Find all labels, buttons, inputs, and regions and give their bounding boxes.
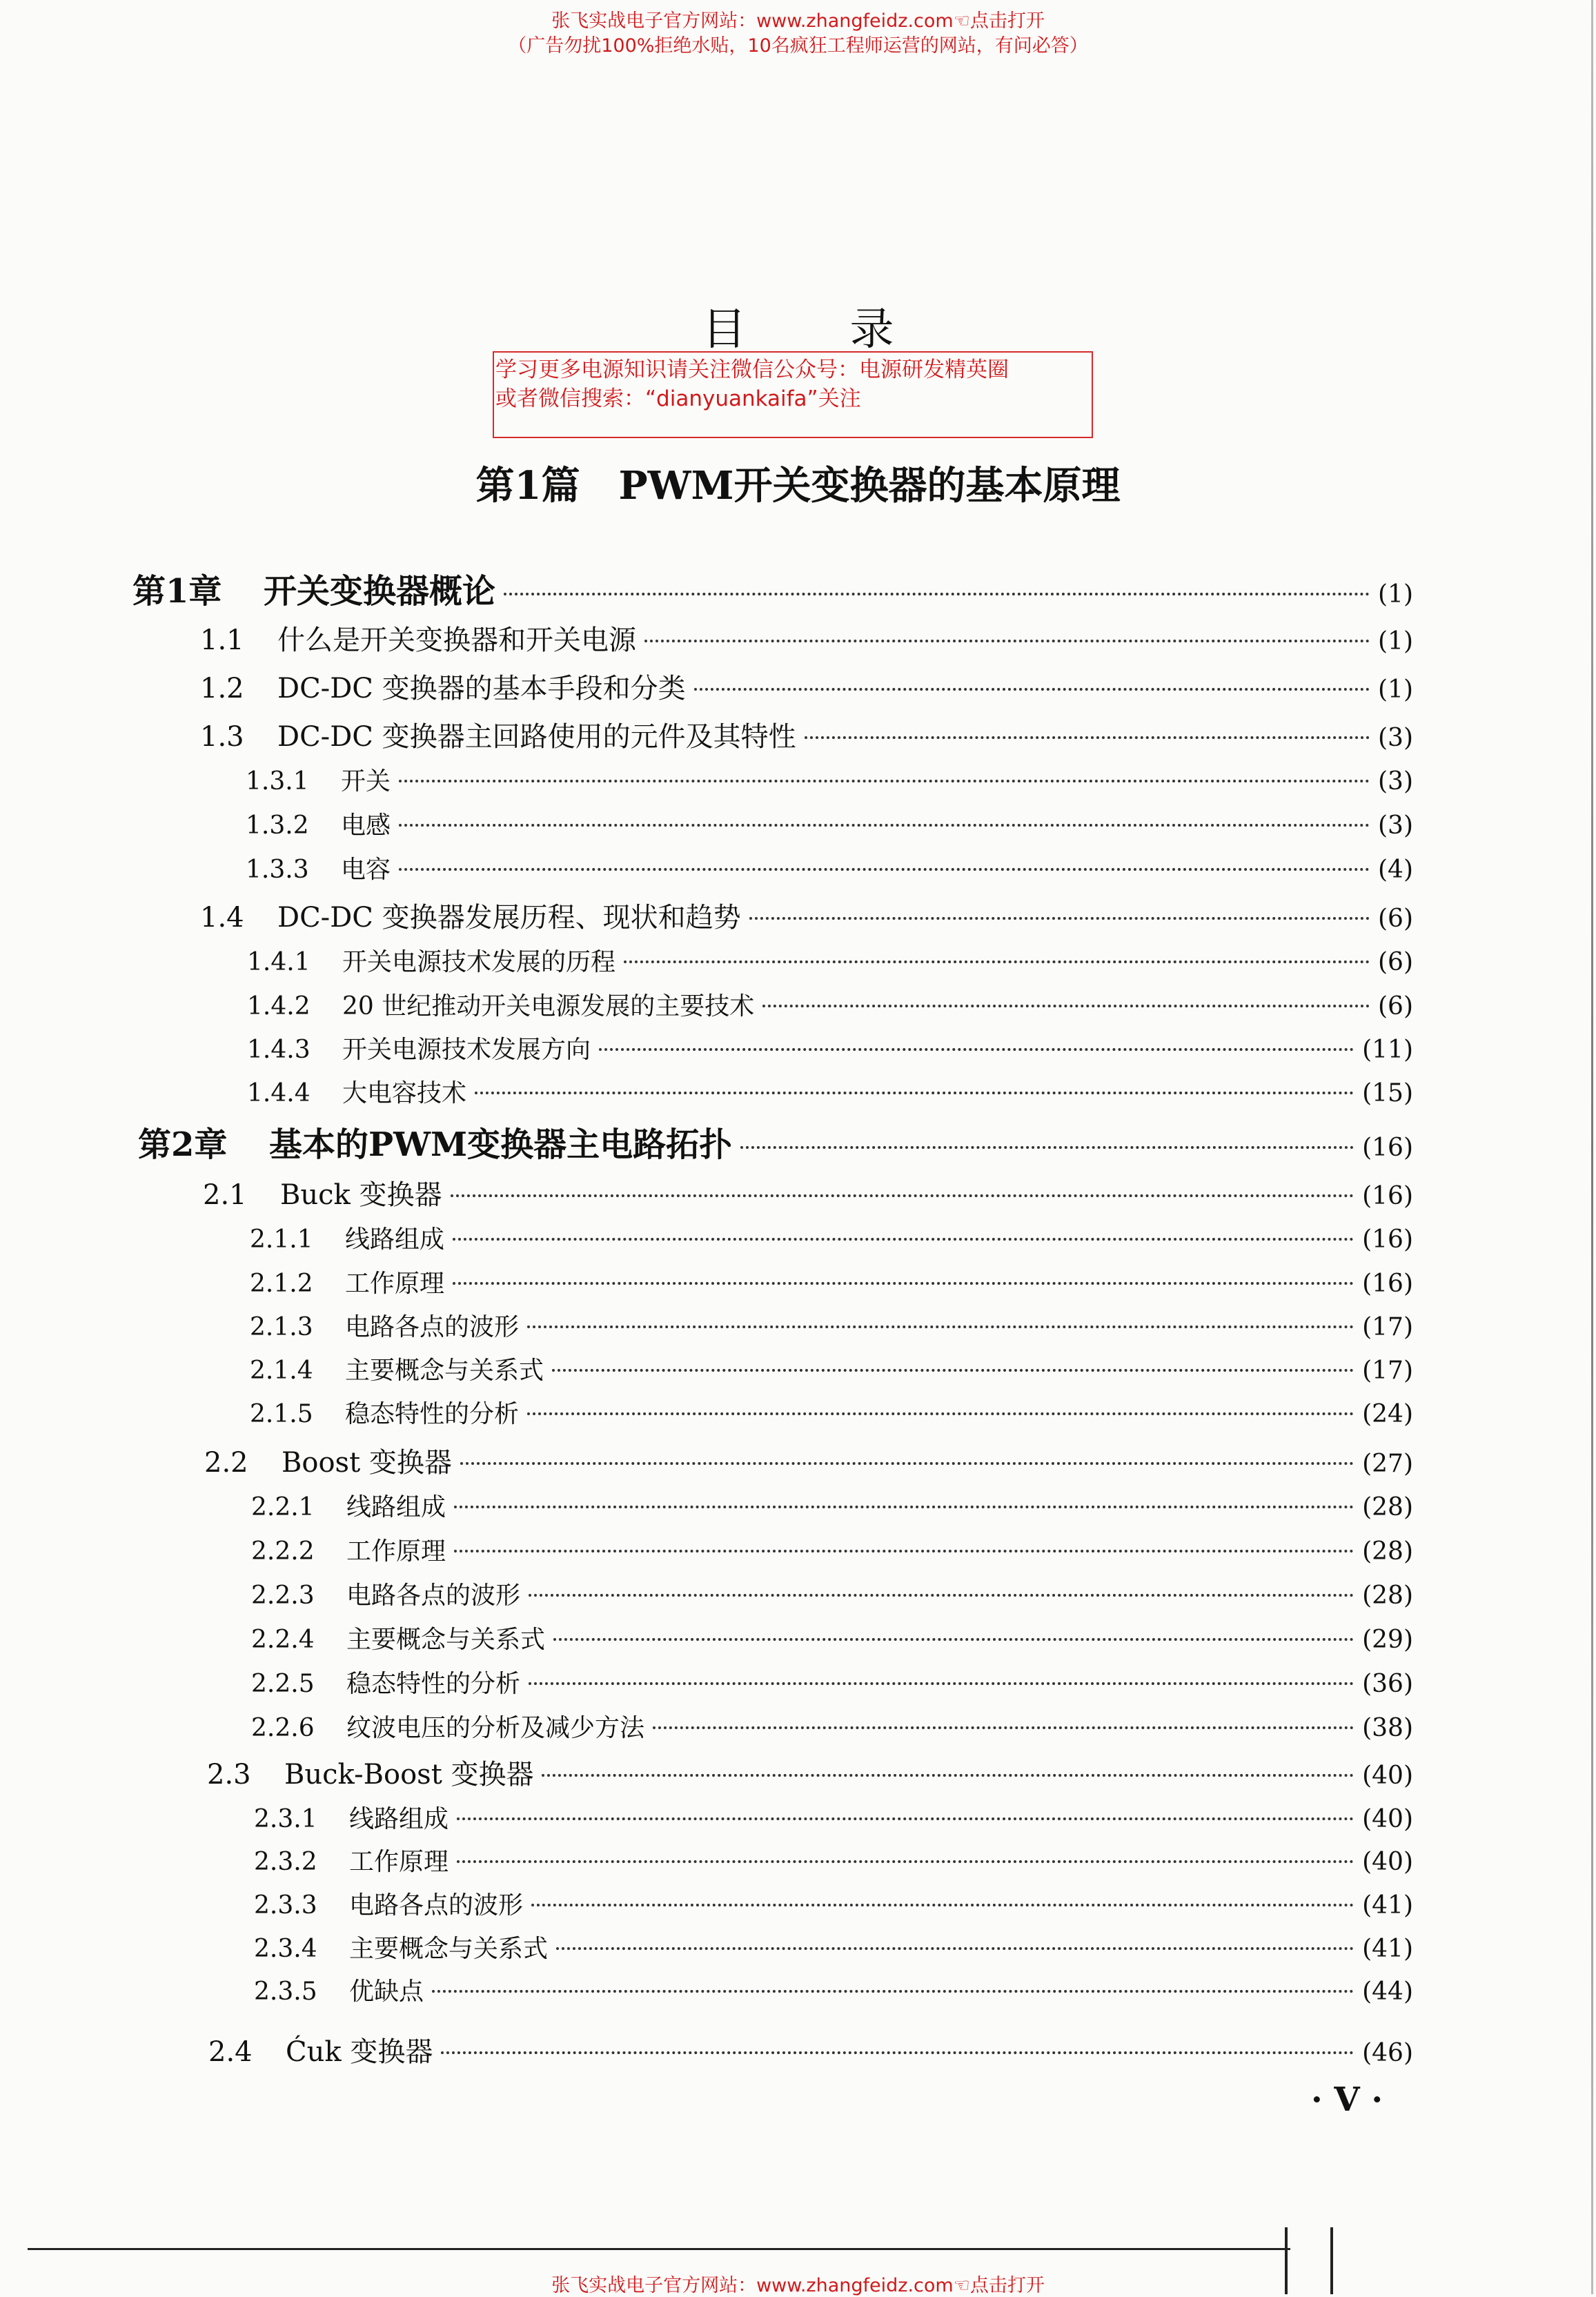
page-folio: · V · [1311, 2080, 1383, 2119]
toc-title: 主要概念与关系式 [345, 1357, 544, 1385]
toc-subsection[interactable] [251, 1532, 1413, 1567]
toc-section[interactable] [204, 1441, 1413, 1480]
toc-leader [740, 1146, 1354, 1149]
toc-subsection[interactable] [251, 1708, 1413, 1744]
toc-title: 主要概念与关系式 [349, 1935, 549, 1963]
toc-leader [529, 1594, 1354, 1597]
toc-num: 2.2.6 [251, 1714, 315, 1742]
toc-leader [451, 1194, 1354, 1197]
toc-title: 开关电源技术发展方向 [342, 1036, 591, 1064]
toc-num: 1.4.2 [247, 992, 311, 1021]
toc-leader [399, 868, 1370, 871]
toc-num: 1.4.3 [247, 1036, 311, 1064]
toc-title: 电路各点的波形 [345, 1313, 520, 1341]
toc-section[interactable] [207, 1753, 1413, 1792]
toc-page: (6) [1378, 948, 1413, 976]
toc-page: (6) [1378, 992, 1413, 1021]
toc-num: 2.2.4 [251, 1626, 315, 1654]
toc-leader [553, 1638, 1354, 1641]
toc-leader [399, 780, 1370, 782]
toc-num: 1.3 [200, 721, 244, 753]
toc-title: 纹波电压的分析及减少方法 [346, 1714, 645, 1742]
toc-subsection[interactable] [251, 1664, 1413, 1699]
toc-subsection[interactable] [251, 1576, 1413, 1611]
toc-page: (38) [1362, 1714, 1413, 1742]
toc-title: 电路各点的波形 [346, 1581, 521, 1610]
toc-page: (28) [1362, 1581, 1413, 1610]
toc-section[interactable] [200, 618, 1413, 658]
toc-num: 2.1 [203, 1179, 247, 1211]
toc-leader [556, 1947, 1354, 1950]
toc-subsection[interactable] [247, 1074, 1413, 1109]
toc-leader [454, 1506, 1354, 1508]
toc-subsection[interactable] [254, 1972, 1413, 2007]
toc-title: 20 世纪推动开关电源发展的主要技术 [342, 992, 755, 1021]
toc-page: (36) [1362, 1670, 1413, 1698]
toc-num: 1.3.2 [246, 811, 309, 840]
toc-num: 2.1.4 [250, 1357, 313, 1385]
watermark-bottom[interactable]: 张飞实战电子官方网站：www.zhangfeidz.com☜点击打开 [551, 2275, 1045, 2296]
toc-title: Boost 变换器 [282, 1447, 452, 1479]
toc-num: 1.4 [200, 902, 244, 934]
toc-num: 2.1.2 [250, 1270, 313, 1298]
toc-page: (1) [1378, 580, 1413, 609]
toc-leader [805, 736, 1370, 739]
toc-leader [749, 917, 1370, 920]
toc-page: (1) [1378, 676, 1413, 704]
toc-title: 开关变换器概论 [264, 572, 496, 611]
toc-num: 2.3 [207, 1759, 251, 1791]
toc-num: 2.2.2 [251, 1537, 315, 1566]
toc-leader [454, 1550, 1354, 1552]
toc-leader [460, 1462, 1354, 1465]
toc-num: 第1章 [132, 572, 222, 611]
toc-page: (29) [1362, 1626, 1413, 1654]
toc-chapter-1[interactable] [132, 564, 1413, 612]
toc-page: (46) [1362, 2039, 1413, 2067]
toc-num: 2.2.5 [251, 1670, 315, 1698]
toc-num: 2.3.2 [254, 1848, 317, 1876]
toc-num: 2.2.1 [251, 1493, 315, 1521]
toc-section[interactable] [200, 896, 1413, 935]
toc-title: 主要概念与关系式 [346, 1626, 546, 1654]
toc-leader [542, 1774, 1354, 1777]
toc-title: Buck 变换器 [280, 1179, 442, 1211]
toc-leader [529, 1682, 1354, 1685]
toc-title: 电感 [341, 811, 391, 840]
toc-page: (40) [1362, 1762, 1413, 1790]
notice-line2: 或者微信搜索：“dianyuankaifa”关注 [495, 386, 861, 411]
toc-leader [504, 593, 1370, 595]
toc-leader [527, 1325, 1354, 1328]
scan-edge [1591, 0, 1593, 2294]
toc-title: Buck-Boost 变换器 [284, 1759, 534, 1791]
toc-num: 1.2 [200, 673, 244, 704]
toc-num: 2.1.1 [250, 1225, 313, 1254]
toc-title: 线路组成 [345, 1225, 445, 1254]
toc-leader [694, 688, 1370, 691]
toc-page: (3) [1378, 767, 1413, 796]
toc-subsection[interactable] [247, 943, 1413, 978]
toc-num: 2.2.3 [251, 1581, 315, 1610]
toc-page: (28) [1362, 1493, 1413, 1521]
toc-subsection[interactable] [254, 1929, 1413, 1964]
toc-page: (27) [1362, 1450, 1413, 1478]
toc-title: 什么是开关变换器和开关电源 [277, 624, 636, 656]
toc-section[interactable] [203, 1173, 1413, 1212]
notice-line1: 学习更多电源知识请关注微信公众号：电源研发精英圈 [495, 357, 1009, 382]
watermark-top-line2: （广告勿扰100%拒绝水贴，10名疯狂工程师运营的网站，有问必答） [508, 35, 1088, 57]
toc-title: 开关 [341, 767, 391, 796]
toc-leader [453, 1282, 1354, 1285]
toc-num: 1.4.4 [247, 1079, 311, 1107]
toc-page: (28) [1362, 1537, 1413, 1566]
toc-leader [441, 2051, 1354, 2054]
toc-subsection[interactable] [246, 806, 1413, 841]
toc-chapter-2[interactable] [138, 1118, 1413, 1165]
toc-page: (40) [1362, 1805, 1413, 1833]
bottom-rule [28, 2248, 1290, 2250]
toc-subsection[interactable] [246, 850, 1413, 885]
toc-title: 电路各点的波形 [349, 1891, 524, 1920]
toc-section[interactable] [200, 715, 1413, 754]
toc-subsection[interactable] [254, 1800, 1413, 1835]
watermark-top-line1[interactable]: 张飞实战电子官方网站：www.zhangfeidz.com☜点击打开 [551, 10, 1045, 32]
toc-page: (17) [1362, 1313, 1413, 1341]
toc-page: (44) [1362, 1978, 1413, 2006]
toc-subsection[interactable] [250, 1308, 1413, 1343]
toc-page: (16) [1362, 1270, 1413, 1298]
toc-title: Ćuk 变换器 [286, 2036, 433, 2068]
toc-page: (3) [1378, 724, 1413, 752]
toc-page: (3) [1378, 811, 1413, 840]
toc-page: (41) [1362, 1891, 1413, 1920]
toc-num: 2.3.3 [254, 1891, 317, 1920]
toc-page: (16) [1362, 1134, 1413, 1162]
toc-page: (1) [1378, 627, 1413, 655]
toc-num: 2.1.5 [250, 1400, 313, 1428]
toc-subsection[interactable] [254, 1886, 1413, 1921]
toc-page: (4) [1378, 856, 1413, 884]
toc-num: 第2章 [138, 1125, 228, 1164]
toc-title: 开关电源技术发展的历程 [342, 948, 616, 976]
toc-page: (6) [1378, 905, 1413, 933]
part-title: 第1篇 PWM开关变换器的基本原理 [475, 463, 1121, 509]
toc-leader [432, 1990, 1354, 1993]
toc-leader [644, 640, 1370, 642]
toc-leader [475, 1092, 1354, 1094]
toc-section[interactable] [200, 667, 1413, 706]
toc-title: 工作原理 [345, 1270, 445, 1298]
toc-subsection[interactable] [247, 987, 1413, 1022]
toc-title: DC-DC 变换器发展历程、现状和趋势 [277, 902, 741, 934]
toc-subsection[interactable] [251, 1488, 1413, 1523]
toc-page: (24) [1362, 1400, 1413, 1428]
toc-leader [527, 1412, 1354, 1415]
toc-leader [399, 824, 1370, 827]
toc-page: (41) [1362, 1935, 1413, 1963]
toc-leader [762, 1005, 1370, 1007]
toc-page: (16) [1362, 1182, 1413, 1210]
toc-section[interactable] [208, 2030, 1413, 2069]
toc-title: 基本的PWM变换器主电路拓扑 [269, 1125, 733, 1164]
toc-title: 大电容技术 [342, 1079, 467, 1107]
toc-page: (16) [1362, 1225, 1413, 1254]
toc-leader [599, 1048, 1354, 1051]
toc-subsection[interactable] [250, 1220, 1413, 1255]
toc-num: 2.4 [208, 2036, 253, 2068]
toc-title: 工作原理 [346, 1537, 446, 1566]
toc-subsection[interactable] [250, 1394, 1413, 1430]
toc-num: 2.1.3 [250, 1313, 313, 1341]
toc-leader [457, 1860, 1354, 1863]
toc-leader [453, 1238, 1354, 1241]
toc-num: 2.3.4 [254, 1935, 317, 1963]
toc-subsection[interactable] [246, 762, 1413, 797]
toc-num: 2.2 [204, 1447, 248, 1479]
toc-title: 稳态特性的分析 [345, 1400, 520, 1428]
toc-leader [624, 960, 1370, 963]
toc-subsection[interactable] [254, 1842, 1413, 1877]
toc-num: 1.1 [200, 624, 244, 656]
toc-title: 线路组成 [346, 1493, 446, 1521]
toc-page: (11) [1362, 1036, 1413, 1064]
toc-title: 工作原理 [349, 1848, 449, 1876]
toc-title: 稳态特性的分析 [346, 1670, 521, 1698]
toc-num: 1.3.3 [246, 856, 309, 884]
toc-subsection[interactable] [250, 1264, 1413, 1299]
toc-title: 电容 [341, 856, 391, 884]
toc-title: 线路组成 [349, 1805, 449, 1833]
toc-num: 1.3.1 [246, 767, 309, 796]
toc-num: 2.3.5 [254, 1978, 317, 2006]
toc-leader [531, 1904, 1354, 1906]
toc-leader [457, 1817, 1354, 1820]
toc-subsection[interactable] [251, 1620, 1413, 1655]
page-title: 目录 [702, 304, 998, 355]
toc-subsection[interactable] [247, 1030, 1413, 1065]
toc-subsection[interactable] [250, 1351, 1413, 1386]
toc-page: (40) [1362, 1848, 1413, 1876]
notice-box [493, 351, 1093, 438]
toc-num: 2.3.1 [254, 1805, 317, 1833]
toc-leader [552, 1369, 1354, 1372]
toc-num: 1.4.1 [247, 948, 311, 976]
toc-page: (17) [1362, 1357, 1413, 1385]
toc-title: 优缺点 [349, 1978, 424, 2006]
toc-title: DC-DC 变换器主回路使用的元件及其特性 [277, 721, 796, 753]
toc-leader [653, 1726, 1354, 1729]
toc-title: DC-DC 变换器的基本手段和分类 [277, 673, 686, 704]
toc-page: (15) [1362, 1079, 1413, 1107]
